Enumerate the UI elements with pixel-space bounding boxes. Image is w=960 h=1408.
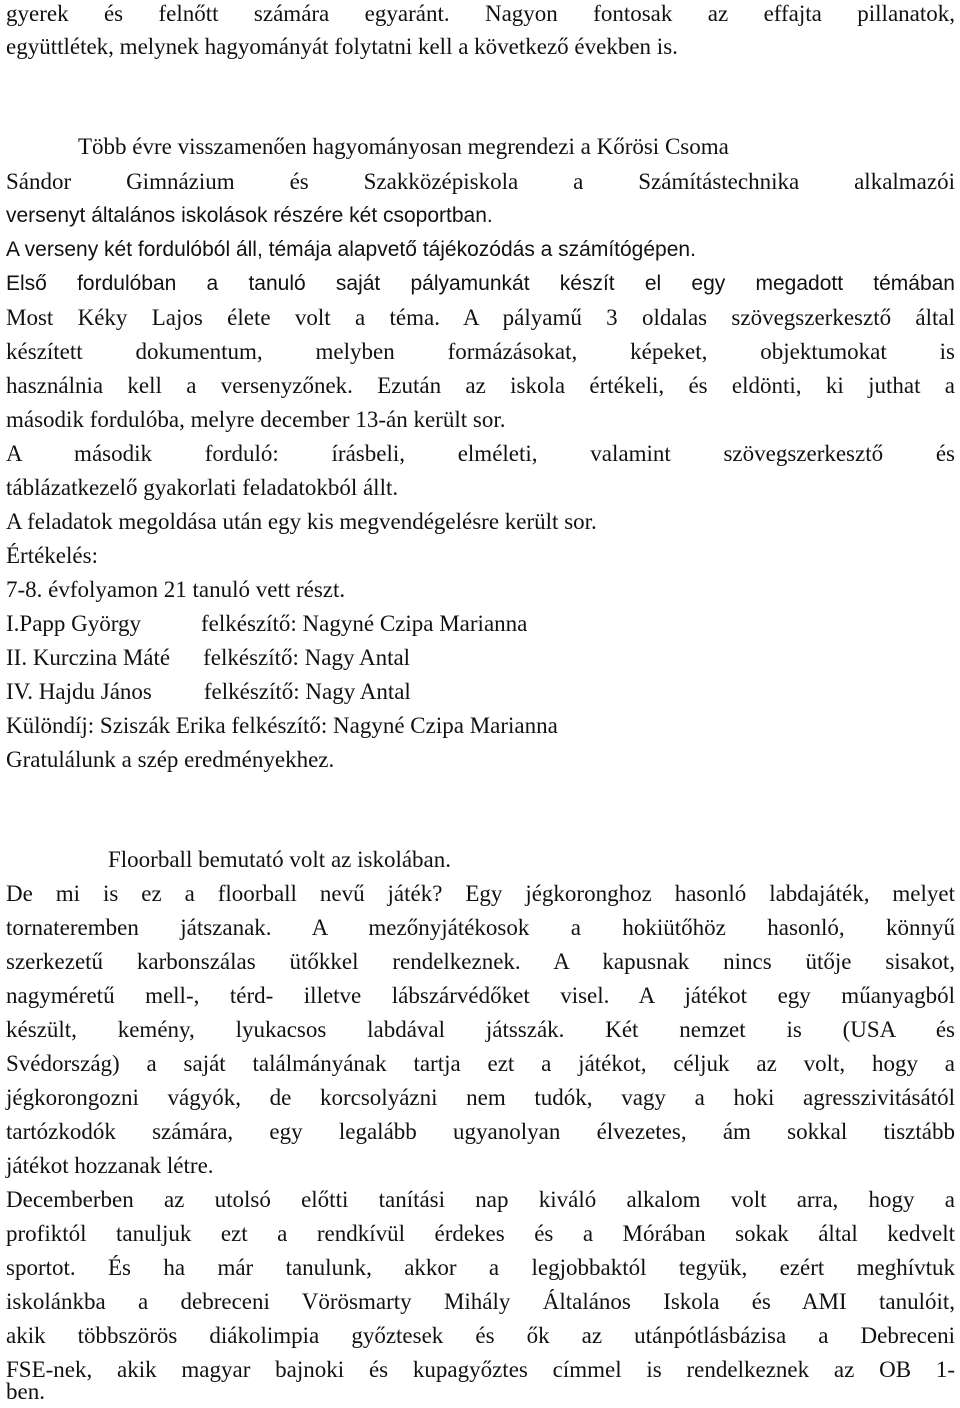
special-prize: Különdíj: Sziszák Erika felkészítő: Nagyné Czipa Marianna	[6, 713, 558, 738]
result-row	[6, 609, 527, 639]
result-place: IV. Hajdu János	[6, 679, 152, 704]
paragraph-line: Első fordulóban a tanuló saját pályamunkát készít el egy megadott témában	[6, 272, 955, 295]
congrats-line: Gratulálunk a szép eredményekhez.	[6, 747, 335, 772]
paragraph-line: ben.	[6, 1379, 45, 1404]
paragraph-line: használnia kell a versenyzőnek. Ezután az iskola értékeli, és eldönti, ki juthat a	[6, 373, 955, 398]
paragraph-line: Sándor Gimnázium és Szakközépiskola a Számítástechnika alkalmazói	[6, 169, 955, 194]
paragraph-line: tartózkodók számára, egy legalább ugyanolyan élvezetes, ám sokkal tisztább	[6, 1119, 955, 1144]
paragraph-line: nagyméretű mell-, térd- illetve lábszárvédőket visel. A játékot egy műanyagból	[6, 983, 955, 1008]
paragraph-line: A feladatok megoldása után egy kis megvendégelésre került sor.	[6, 509, 597, 534]
paragraph-line: 7-8. évfolyamon 21 tanuló vett részt.	[6, 577, 346, 602]
paragraph-line: játékot hozzanak létre.	[6, 1153, 214, 1178]
paragraph-line: táblázatkezelő gyakorlati feladatokból állt.	[6, 475, 399, 500]
paragraph-line: tornateremben játszanak. A mezőnyjátékosok a hokiütőhöz hasonló, könnyű	[6, 915, 955, 940]
result-mentor: felkészítő: Nagy Antal	[203, 645, 411, 670]
section-heading: Értékelés:	[6, 543, 98, 568]
result-row	[6, 677, 411, 707]
paragraph-line: Svédország) a saját találmányának tartja ezt a játékot, céljuk az volt, hogy a	[6, 1051, 955, 1076]
paragraph-line: együttlétek, melynek hagyományát folytatni kell a következő években is.	[6, 34, 678, 59]
result-row	[6, 643, 410, 673]
result-mentor: felkészítő: Nagy Antal	[203, 679, 411, 704]
paragraph-line: versenyt általános iskolások részére két csoportban.	[6, 204, 493, 227]
paragraph-line: második fordulóba, melyre december 13-án került sor.	[6, 407, 506, 432]
paragraph-line: De mi is ez a floorball nevű játék? Egy jégkoronghoz hasonló labdajáték, melyet	[6, 881, 955, 906]
paragraph-line: A második forduló: írásbeli, elméleti, valamint szövegszerkesztő és	[6, 441, 955, 466]
paragraph-line: jégkorongozni vágyók, de korcsolyázni nem tudók, vagy a hoki agresszivitásától	[6, 1085, 955, 1110]
paragraph-line: Több évre visszamenően hagyományosan megrendezi a Kőrösi Csoma	[78, 134, 729, 159]
paragraph-line: szerkezetű karbonszálas ütőkkel rendelkeznek. A kapusnak nincs ütője sisakot,	[6, 949, 955, 974]
paragraph-line: sportot. És ha már tanulunk, akkor a legjobbaktól tegyük, ezért meghívtuk	[6, 1255, 955, 1280]
paragraph-line: Floorball bemutató volt az iskolában.	[108, 847, 452, 872]
result-place: II. Kurczina Máté	[6, 645, 171, 670]
result-mentor: felkészítő: Nagyné Czipa Marianna	[201, 611, 528, 636]
result-place: I.Papp György	[6, 611, 142, 636]
paragraph-line: Decemberben az utolsó előtti tanítási nap kiváló alkalom volt arra, hogy a	[6, 1187, 955, 1212]
paragraph-line: Most Kéky Lajos élete volt a téma. A pályamű 3 oldalas szövegszerkesztő által	[6, 305, 955, 330]
paragraph-line: iskolánkba a debreceni Vörösmarty Mihály Általános Iskola és AMI tanulóit,	[6, 1289, 955, 1314]
paragraph-line: profiktól tanuljuk ezt a rendkívül érdekes és a Mórában sokak által kedvelt	[6, 1221, 955, 1246]
paragraph-line: gyerek és felnőtt számára egyaránt. Nagyon fontosak az effajta pillanatok,	[6, 1, 955, 26]
paragraph-line: A verseny két fordulóból áll, témája alapvető tájékozódás a számítógépen.	[6, 238, 696, 261]
paragraph-line: készített dokumentum, melyben formázásokat, képeket, objektumokat is	[6, 339, 955, 364]
paragraph-line: készült, kemény, lyukacsos labdával játsszák. Két nemzet is (USA és	[6, 1017, 955, 1042]
paragraph-line: akik többszörös diákolimpia győztesek és ők az utánpótlásbázisa a Debreceni	[6, 1323, 955, 1348]
paragraph-line: FSE-nek, akik magyar bajnoki és kupagyőztes címmel is rendelkeznek az OB 1-	[6, 1357, 955, 1382]
